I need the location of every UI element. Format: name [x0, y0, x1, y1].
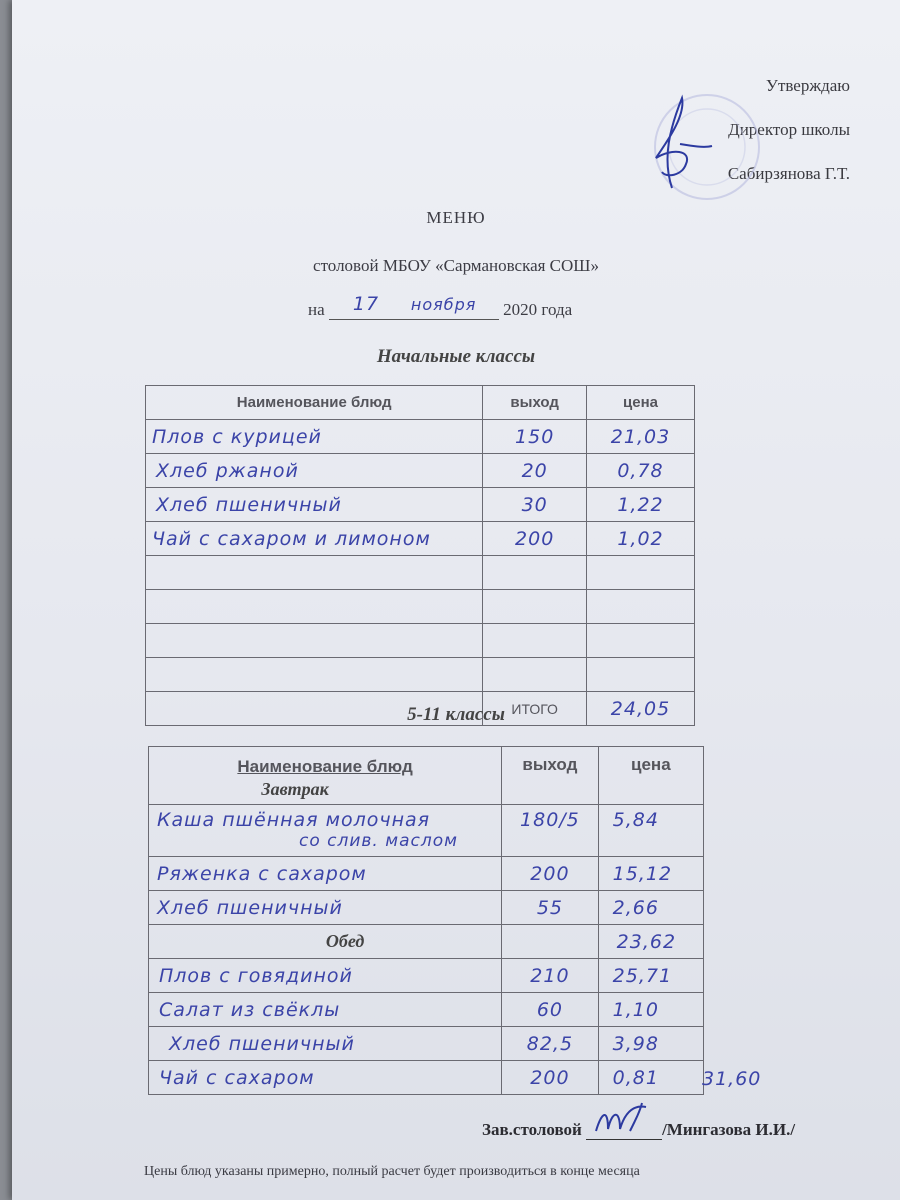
dish-name: Хлеб ржаной — [156, 459, 299, 482]
page-subtitle: столовой МБОУ «Сармановская СОШ» — [313, 256, 599, 275]
dish-price: 0,78 — [617, 459, 664, 482]
menu-document — [12, 0, 900, 1200]
date-month: ноября — [410, 295, 477, 314]
signature-line — [482, 1120, 795, 1140]
dish-name: Каша пшённая молочная — [157, 809, 431, 831]
director-signature — [642, 88, 722, 198]
section-title-senior: 5-11 классы — [407, 704, 505, 725]
signer-role: Зав.столовой — [482, 1120, 582, 1139]
dish-output: 200 — [530, 1066, 570, 1089]
total-label: ИТОГО — [483, 692, 587, 726]
breakfast-total: 23,62 — [616, 930, 677, 953]
primary-menu-table — [145, 385, 695, 726]
dish-name: Плов с говядиной — [159, 964, 353, 987]
senior-menu-table — [148, 746, 704, 1095]
dish-price: 1,02 — [617, 527, 664, 550]
dish-name: Ряженка с сахаром — [157, 862, 367, 885]
signature-blank — [586, 1123, 662, 1140]
dish-name: Салат из свёклы — [159, 998, 341, 1021]
date-prefix: на — [308, 300, 325, 319]
lunch-header-row — [149, 925, 704, 959]
signer-name: /Мингазова И.И./ — [662, 1120, 796, 1139]
empty-row — [146, 658, 695, 692]
empty-row — [146, 556, 695, 590]
dish-name: Чай с сахаром — [159, 1066, 315, 1089]
head-cook-signature — [590, 1101, 660, 1141]
date-blank — [329, 293, 499, 320]
price-note: Цены блюд указаны примерно, полный расчет будет производиться в конце месяца — [144, 1164, 640, 1179]
dish-price: 25,71 — [612, 964, 673, 987]
table-row — [146, 454, 695, 488]
date-day: 17 — [352, 293, 380, 315]
lunch-label: Обед — [325, 931, 365, 951]
dish-price: 2,66 — [612, 896, 659, 919]
dish-price: 1,22 — [617, 493, 664, 516]
dish-output: 60 — [536, 998, 563, 1021]
empty-row — [146, 624, 695, 658]
table-row — [149, 805, 704, 857]
dish-output: 210 — [530, 964, 570, 987]
table-row — [149, 857, 704, 891]
column-header-name: Наименование блюд — [146, 386, 483, 420]
lunch-total: 31,60 — [702, 1068, 762, 1090]
page-title: МЕНЮ — [426, 208, 486, 227]
dish-price: 21,03 — [610, 425, 671, 448]
dish-output: 55 — [536, 896, 563, 919]
dish-output: 200 — [530, 862, 570, 885]
dish-name: Хлеб пшеничный — [157, 896, 343, 919]
dish-price: 3,98 — [612, 1032, 659, 1055]
dish-output: 20 — [521, 459, 548, 482]
table-row — [146, 488, 695, 522]
dish-output: 30 — [521, 493, 548, 516]
table-row — [149, 1027, 704, 1061]
dish-price: 5,84 — [612, 809, 659, 831]
date-line — [308, 293, 573, 320]
table-row — [149, 1061, 704, 1095]
breakfast-label: Завтрак — [261, 779, 329, 799]
total-value: 24,05 — [610, 697, 671, 720]
dish-price: 1,10 — [612, 998, 659, 1021]
section-title-primary: Начальные классы — [376, 346, 536, 367]
column-header-name: Наименование блюд — [237, 757, 413, 776]
approval-line-1: Утверждаю — [765, 76, 850, 95]
column-header-output: выход — [502, 747, 599, 805]
dish-name: Хлеб пшеничный — [169, 1032, 355, 1055]
table-row — [149, 993, 704, 1027]
empty-row — [146, 590, 695, 624]
column-header-output: выход — [483, 386, 587, 420]
dish-output: 150 — [515, 425, 555, 448]
approval-line-2: Директор школы — [728, 120, 850, 139]
table-row — [149, 891, 704, 925]
dish-name: Хлеб пшеничный — [156, 493, 342, 516]
dish-price: 15,12 — [612, 862, 673, 885]
dish-name: Чай с сахаром и лимоном — [152, 527, 431, 550]
column-header-price: цена — [598, 747, 703, 805]
dish-output: 82,5 — [526, 1032, 574, 1055]
dish-output: 200 — [515, 527, 555, 550]
column-header-price: цена — [586, 386, 694, 420]
date-suffix: 2020 года — [503, 300, 573, 319]
dish-price: 0,81 — [612, 1066, 659, 1089]
table-row — [149, 959, 704, 993]
dish-name: Плов с курицей — [152, 425, 322, 448]
dish-name-continued: со слив. маслом — [299, 831, 458, 851]
approval-line-3: Сабирзянова Г.Т. — [727, 164, 850, 183]
table-row — [146, 522, 695, 556]
table-row — [146, 420, 695, 454]
dish-output: 180/5 — [520, 809, 580, 831]
